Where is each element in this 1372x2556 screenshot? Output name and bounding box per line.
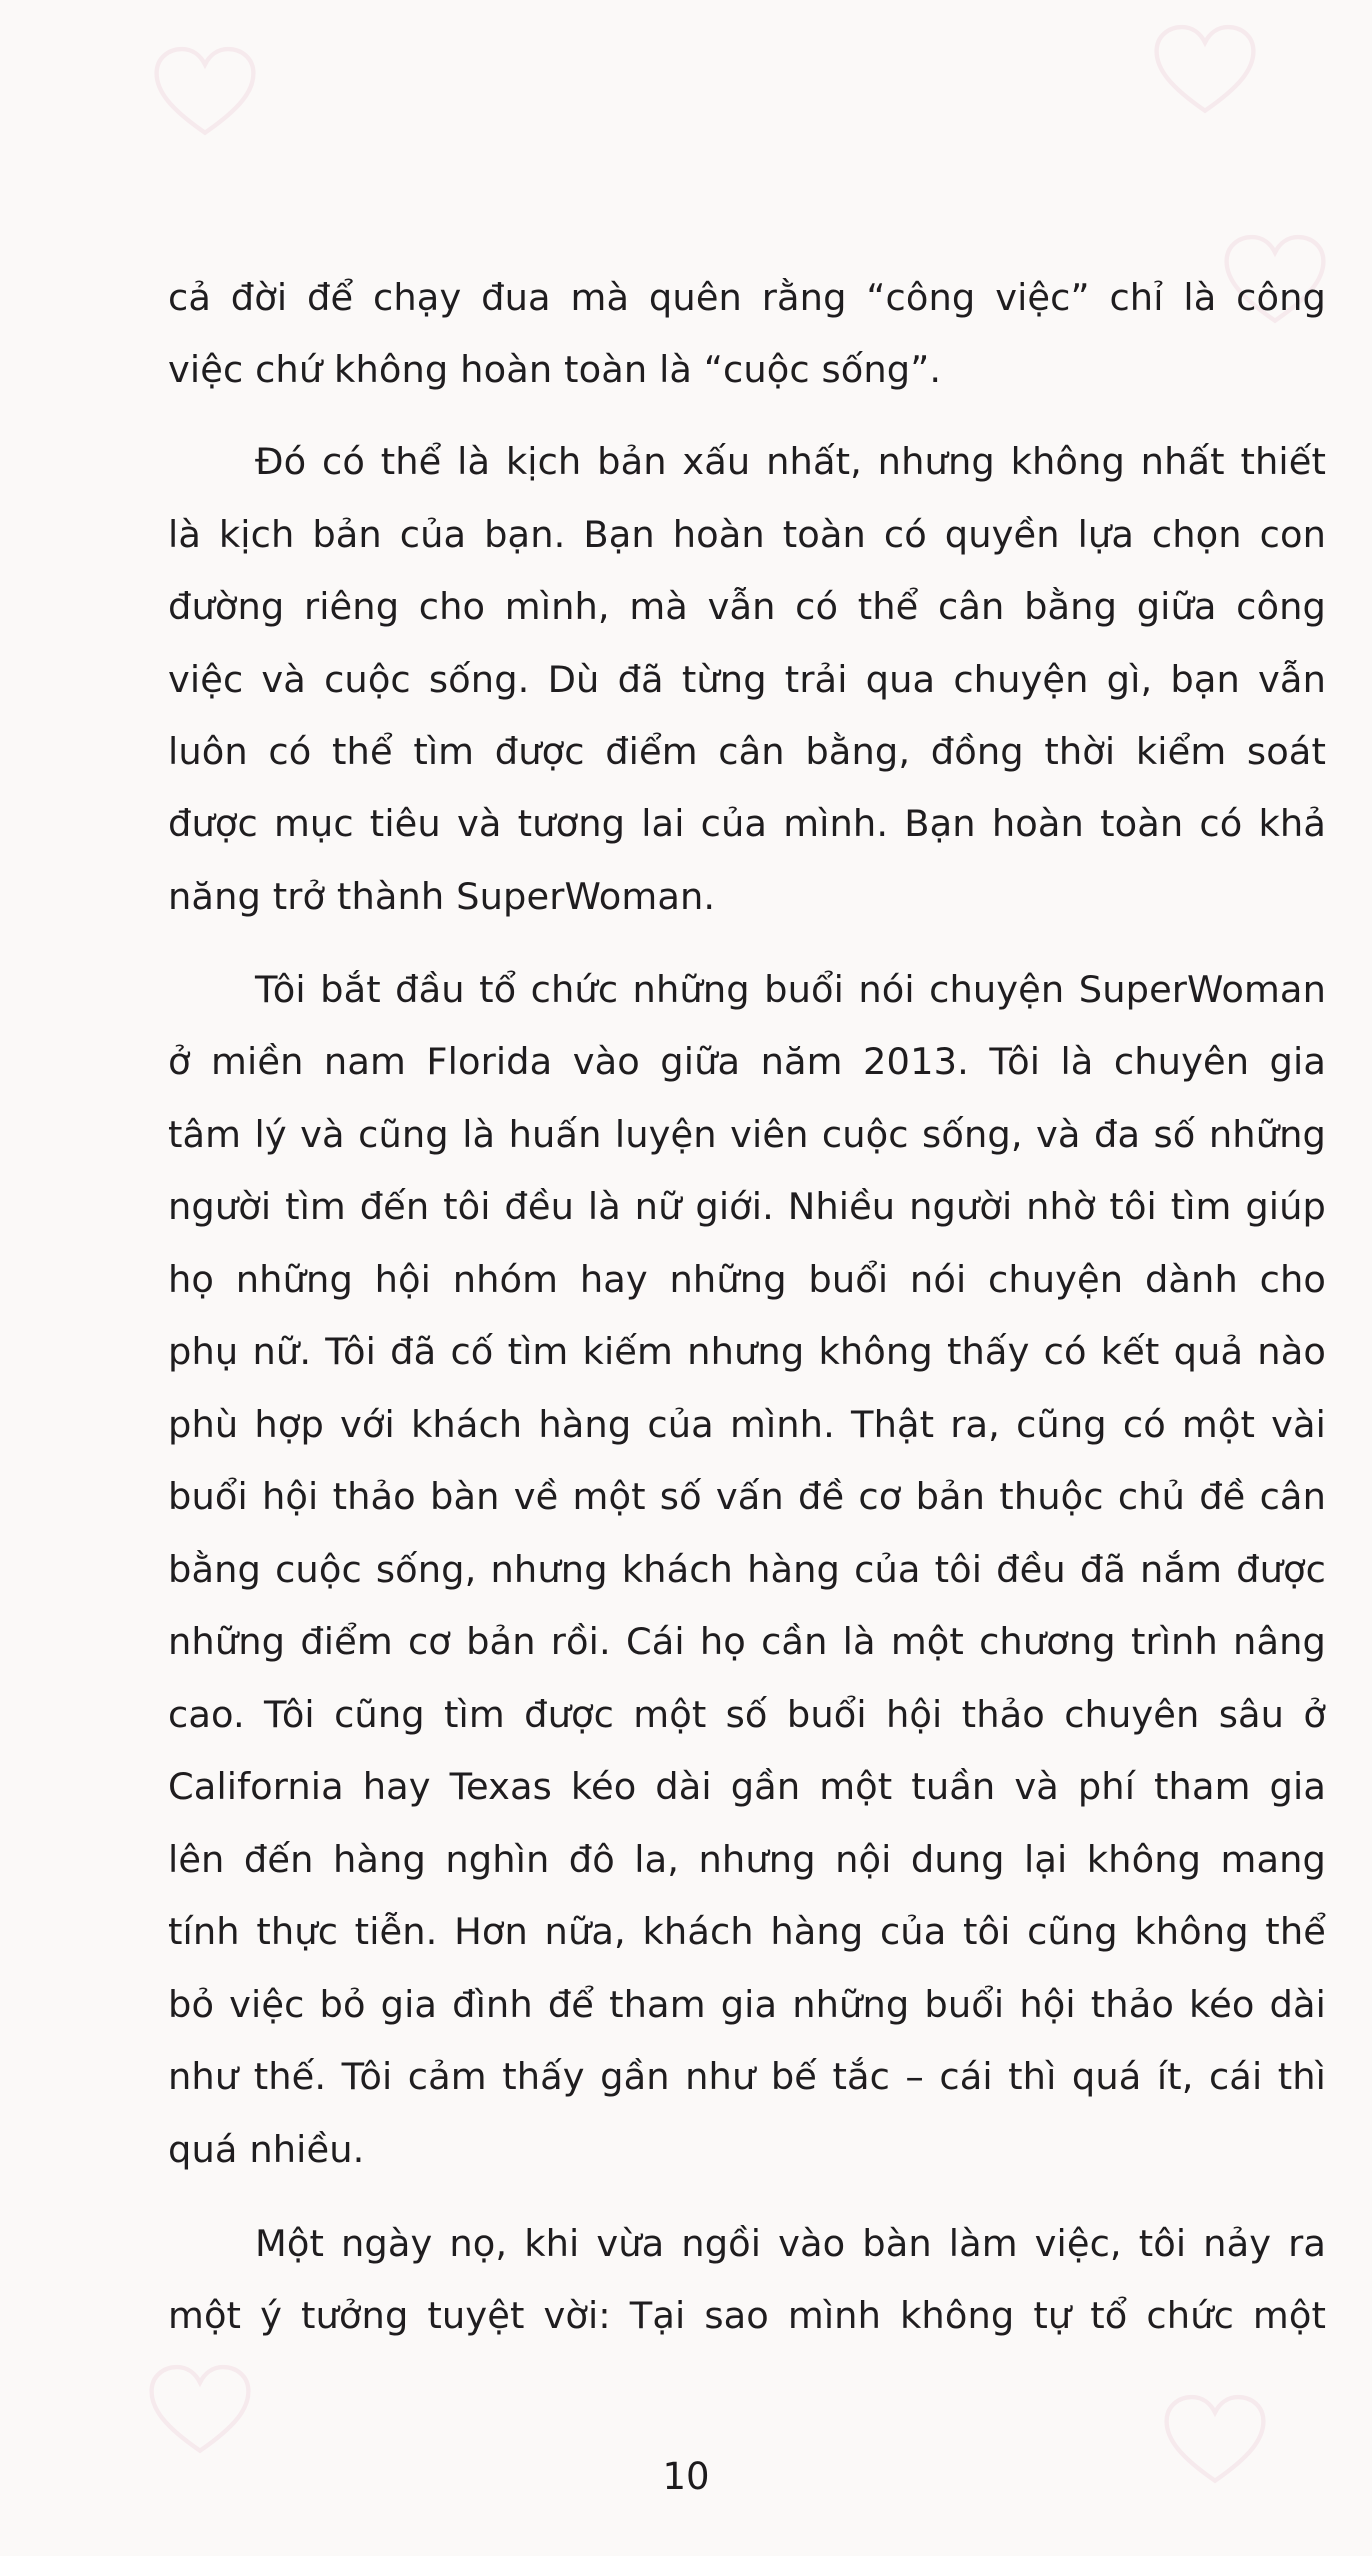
text-line: Đó có thể là kịch bản xấu nhất, nhưng không nhất thiết xyxy=(255,440,1326,483)
text-line: luôn có thể tìm được điểm cân bằng, đồng thời kiểm soát xyxy=(168,730,1326,773)
text-line: tính thực tiễn. Hơn nữa, khách hàng của tôi cũng không thể xyxy=(168,1910,1326,1953)
text-line: họ những hội nhóm hay những buổi nói chuyện dành cho xyxy=(168,1258,1326,1301)
text-line: buổi hội thảo bàn về một số vấn đề cơ bản thuộc chủ đề cân xyxy=(168,1475,1326,1518)
heart-icon xyxy=(1150,20,1260,120)
text-line: tâm lý và cũng là huấn luyện viên cuộc sống, và đa số những xyxy=(168,1113,1326,1156)
text-line: phụ nữ. Tôi đã cố tìm kiếm nhưng không thấy có kết quả nào xyxy=(168,1330,1326,1373)
text-line: một ý tưởng tuyệt vời: Tại sao mình không tự tổ chức một xyxy=(168,2294,1326,2337)
text-line: người tìm đến tôi đều là nữ giới. Nhiều người nhờ tôi tìm giúp xyxy=(168,1185,1326,1228)
text-line: California hay Texas kéo dài gần một tuần và phí tham gia xyxy=(168,1765,1326,1808)
text-line: ở miền nam Florida vào giữa năm 2013. Tôi là chuyên gia xyxy=(168,1040,1326,1083)
text-line: là kịch bản của bạn. Bạn hoàn toàn có quyền lựa chọn con xyxy=(168,513,1326,556)
text-line: cả đời để chạy đua mà quên rằng “công việc” chỉ là công xyxy=(168,276,1326,319)
text-line: lên đến hàng nghìn đô la, nhưng nội dung lại không mang xyxy=(168,1838,1326,1881)
text-line: như thế. Tôi cảm thấy gần như bế tắc – cái thì quá ít, cái thì xyxy=(168,2055,1326,2098)
text-line: Tôi bắt đầu tổ chức những buổi nói chuyện SuperWoman xyxy=(255,968,1326,1011)
heart-icon xyxy=(145,2360,255,2460)
text-line: việc và cuộc sống. Dù đã từng trải qua chuyện gì, bạn vẫn xyxy=(168,658,1326,701)
text-line: quá nhiều. xyxy=(168,2128,365,2171)
heart-icon xyxy=(150,42,260,142)
text-line: bỏ việc bỏ gia đình để tham gia những buổi hội thảo kéo dài xyxy=(168,1983,1326,2026)
text-line: Một ngày nọ, khi vừa ngồi vào bàn làm việc, tôi nảy ra xyxy=(255,2222,1326,2265)
page-number: 10 xyxy=(662,2455,710,2498)
text-line: được mục tiêu và tương lai của mình. Bạn hoàn toàn có khả xyxy=(168,802,1326,845)
text-line: phù hợp với khách hàng của mình. Thật ra, cũng có một vài xyxy=(168,1403,1326,1446)
text-line: đường riêng cho mình, mà vẫn có thể cân bằng giữa công xyxy=(168,585,1326,628)
text-line: cao. Tôi cũng tìm được một số buổi hội thảo chuyên sâu ở xyxy=(168,1693,1326,1736)
text-line: những điểm cơ bản rồi. Cái họ cần là một chương trình nâng xyxy=(168,1620,1326,1663)
text-line: năng trở thành SuperWoman. xyxy=(168,875,716,918)
text-line: bằng cuộc sống, nhưng khách hàng của tôi đều đã nắm được xyxy=(168,1548,1326,1591)
text-line: việc chứ không hoàn toàn là “cuộc sống”. xyxy=(168,348,942,391)
